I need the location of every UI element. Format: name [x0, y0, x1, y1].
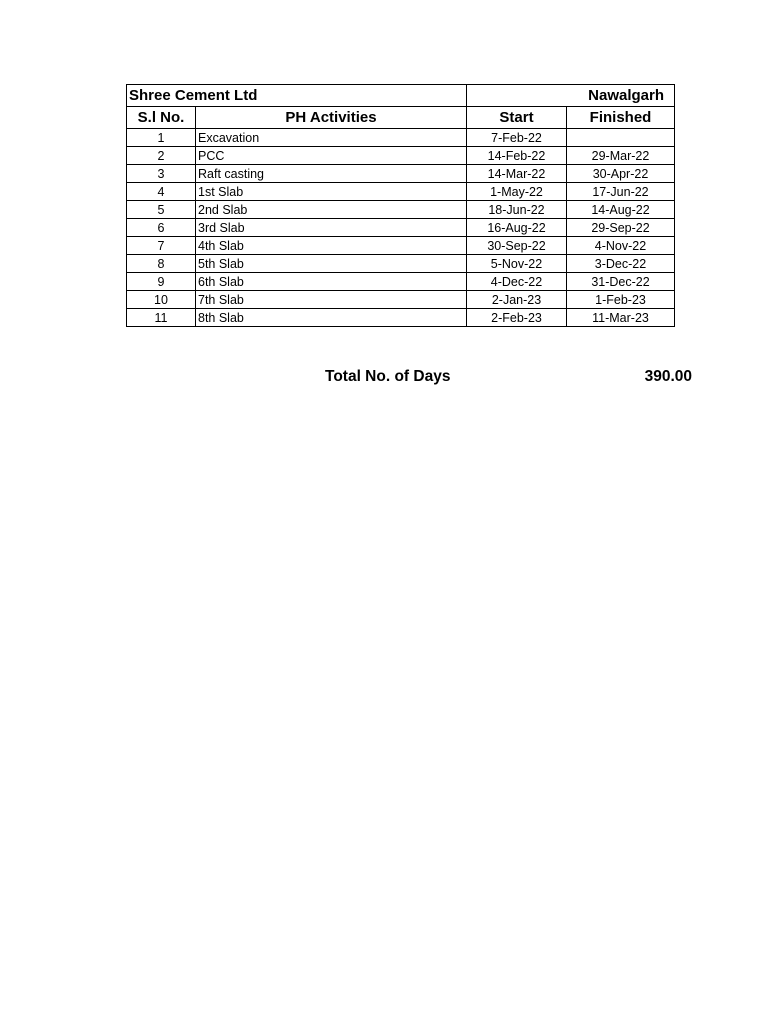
activity-cell: Excavation: [196, 129, 467, 147]
table-row: [127, 147, 675, 165]
start-date-cell: 30-Sep-22: [467, 237, 567, 255]
sl-no-cell: 7: [127, 237, 196, 255]
activity-cell: 4th Slab: [196, 237, 467, 255]
activity-cell: 2nd Slab: [196, 201, 467, 219]
start-date-cell: 18-Jun-22: [467, 201, 567, 219]
finished-date-cell: 31-Dec-22: [567, 273, 675, 291]
sl-no-cell: 5: [127, 201, 196, 219]
company-row: [127, 85, 675, 107]
activity-cell: Raft casting: [196, 165, 467, 183]
table-row: [127, 183, 675, 201]
finished-date-cell: 3-Dec-22: [567, 255, 675, 273]
total-days-label: Total No. of Days: [325, 368, 451, 385]
sl-no-cell: 6: [127, 219, 196, 237]
start-date-cell: 14-Feb-22: [467, 147, 567, 165]
sl-no-cell: 1: [127, 129, 196, 147]
activity-cell: 6th Slab: [196, 273, 467, 291]
start-date-cell: 2-Feb-23: [467, 309, 567, 327]
table-row: [127, 273, 675, 291]
sl-no-cell: 10: [127, 291, 196, 309]
column-header-activities: PH Activities: [196, 107, 467, 129]
activity-cell: 8th Slab: [196, 309, 467, 327]
finished-date-cell: 17-Jun-22: [567, 183, 675, 201]
table-row: [127, 255, 675, 273]
sl-no-cell: 2: [127, 147, 196, 165]
activity-cell: 5th Slab: [196, 255, 467, 273]
start-date-cell: 4-Dec-22: [467, 273, 567, 291]
finished-date-cell: 14-Aug-22: [567, 201, 675, 219]
activity-cell: PCC: [196, 147, 467, 165]
column-header-start: Start: [467, 107, 567, 129]
location-name: Nawalgarh: [467, 85, 675, 107]
sl-no-cell: 9: [127, 273, 196, 291]
activity-cell: 1st Slab: [196, 183, 467, 201]
table-row: [127, 129, 675, 147]
start-date-cell: 16-Aug-22: [467, 219, 567, 237]
table-row: [127, 165, 675, 183]
sl-no-cell: 3: [127, 165, 196, 183]
table-body: [127, 85, 675, 327]
table-row: [127, 291, 675, 309]
finished-date-cell: [567, 129, 675, 147]
finished-date-cell: 1-Feb-23: [567, 291, 675, 309]
column-header-row: [127, 107, 675, 129]
finished-date-cell: 29-Sep-22: [567, 219, 675, 237]
sl-no-cell: 8: [127, 255, 196, 273]
column-header-sl-no: S.l No.: [127, 107, 196, 129]
activity-schedule-table: [126, 84, 675, 327]
finished-date-cell: 29-Mar-22: [567, 147, 675, 165]
start-date-cell: 14-Mar-22: [467, 165, 567, 183]
finished-date-cell: 11-Mar-23: [567, 309, 675, 327]
table-row: [127, 237, 675, 255]
company-name: Shree Cement Ltd: [127, 85, 467, 107]
start-date-cell: 5-Nov-22: [467, 255, 567, 273]
finished-date-cell: 4-Nov-22: [567, 237, 675, 255]
table-row: [127, 309, 675, 327]
start-date-cell: 1-May-22: [467, 183, 567, 201]
start-date-cell: 7-Feb-22: [467, 129, 567, 147]
sl-no-cell: 4: [127, 183, 196, 201]
table-row: [127, 219, 675, 237]
total-days-value: 390.00: [644, 368, 692, 385]
activity-cell: 7th Slab: [196, 291, 467, 309]
finished-date-cell: 30-Apr-22: [567, 165, 675, 183]
sl-no-cell: 11: [127, 309, 196, 327]
column-header-finished: Finished: [567, 107, 675, 129]
start-date-cell: 2-Jan-23: [467, 291, 567, 309]
activity-cell: 3rd Slab: [196, 219, 467, 237]
table-row: [127, 201, 675, 219]
